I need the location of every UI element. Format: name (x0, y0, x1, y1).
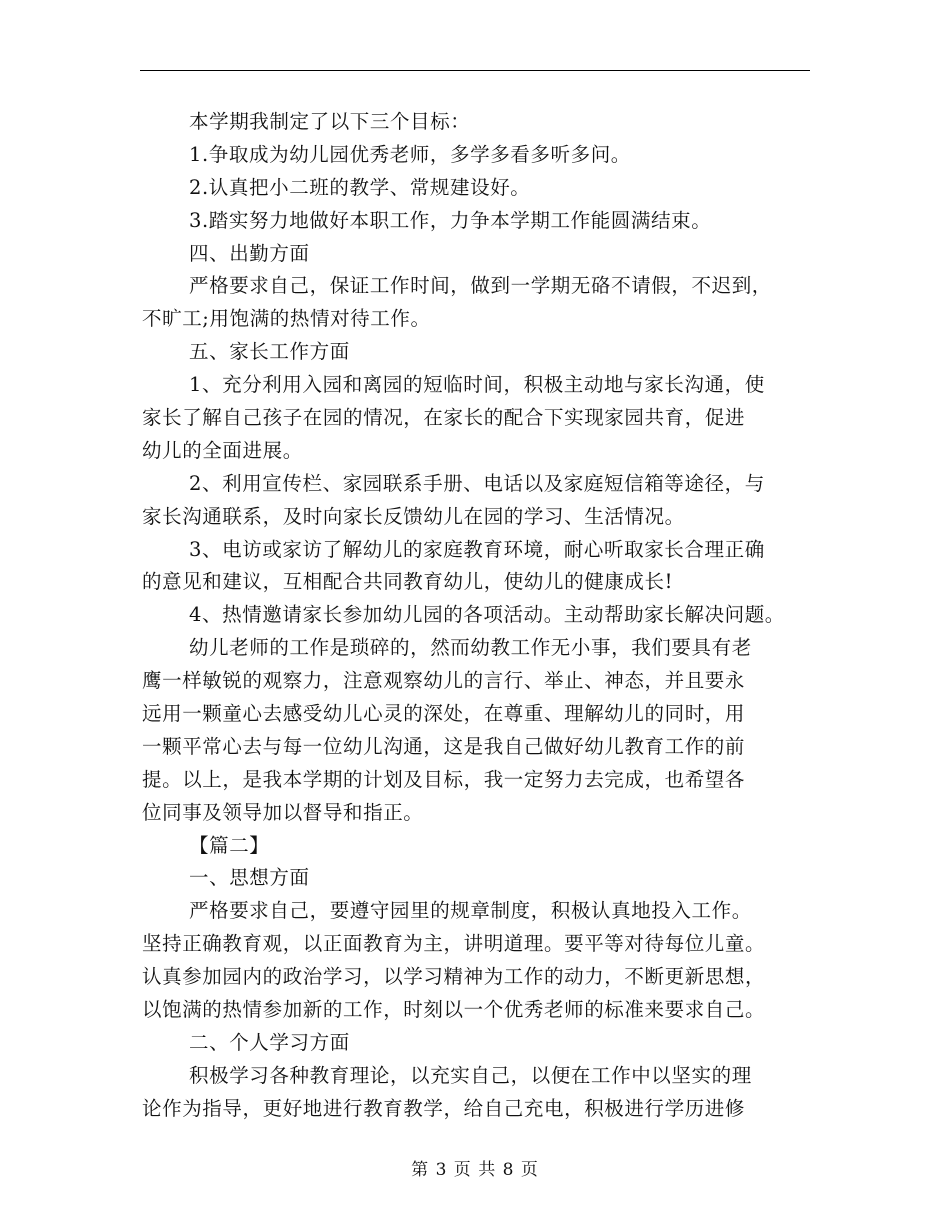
text-line: 五、家长工作方面 (189, 340, 350, 364)
page-footer: 第 3 页 共 8 页 (411, 1160, 539, 1180)
header-rule (140, 70, 810, 71)
text-line: 4、热情邀请家长参加幼儿园的各项活动。主动帮助家长解决问题。 (189, 603, 785, 627)
text-line: 不旷工;用饱满的热情对待工作。 (142, 307, 431, 331)
text-line: 位同事及领导加以督导和指正。 (142, 800, 424, 824)
text-line: 积极学习各种教育理论，以充实自己，以便在工作中以坚实的理 (189, 1063, 752, 1087)
text-line: 以饱满的热情参加新的工作，时刻以一个优秀老师的标准来要求自己。 (142, 998, 766, 1022)
document-body (142, 106, 822, 1126)
text-line: 严格要求自己，保证工作时间，做到一学期无硌不请假，不迟到， (189, 274, 772, 298)
text-line: 2.认真把小二班的教学、常规建设好。 (189, 175, 531, 199)
text-line: 本学期我制定了以下三个目标： (189, 110, 471, 133)
text-line: 四、出勤方面 (189, 241, 310, 265)
text-line: 论作为指导，更好地进行教育教学，给自己充电，积极进行学历进修 (142, 1096, 746, 1120)
text-line: 坚持正确教育观，以正面教育为主，讲明道理。要平等对待每位儿童。 (142, 932, 766, 956)
text-line: 二、个人学习方面 (189, 1030, 350, 1054)
text-line: 幼儿的全面进展。 (142, 438, 303, 462)
text-line: 提。以上，是我本学期的计划及目标，我一定努力去完成，也希望各 (142, 767, 746, 791)
text-line: 家长沟通联系，及时向家长反馈幼儿在园的学习、生活情况。 (142, 504, 685, 528)
text-line: 【篇二】 (189, 833, 270, 857)
text-line: 1.争取成为幼儿园优秀老师，多学多看多听多问。 (189, 142, 631, 166)
text-line: 家长了解自己孩子在园的情况，在家长的配合下实现家园共育，促进 (142, 406, 746, 430)
text-line: 1、充分利用入园和离园的短临时间，积极主动地与家长沟通，使 (189, 373, 765, 397)
text-line: 3、电访或家访了解幼儿的家庭教育环境，耐心听取家长合理正确 (189, 537, 765, 561)
text-line: 鹰一样敏锐的观察力，注意观察幼儿的言行、举止、神态，并且要永 (142, 669, 746, 693)
text-line: 一颗平常心去与每一位幼儿沟通，这是我自己做好幼儿教育工作的前 (142, 734, 746, 758)
text-line: 2、利用宣传栏、家园联系手册、电话以及家庭短信箱等途径，与 (189, 471, 765, 495)
text-line: 3.踏实努力地做好本职工作，力争本学期工作能圆满结束。 (189, 208, 712, 232)
text-line: 认真参加园内的政治学习，以学习精神为工作的动力，不断更新思想， (142, 965, 766, 989)
text-line: 远用一颗童心去感受幼儿心灵的深处，在尊重、理解幼儿的同时，用 (142, 702, 746, 726)
text-line: 幼儿老师的工作是琐碎的，然而幼教工作无小事，我们要具有老 (189, 636, 752, 660)
text-line: 一、思想方面 (189, 866, 310, 890)
text-line: 严格要求自己，要遵守园里的规章制度，积极认真地投入工作。 (189, 899, 752, 923)
text-line: 的意见和建议，互相配合共同教育幼儿，使幼儿的健康成长! (142, 570, 674, 594)
